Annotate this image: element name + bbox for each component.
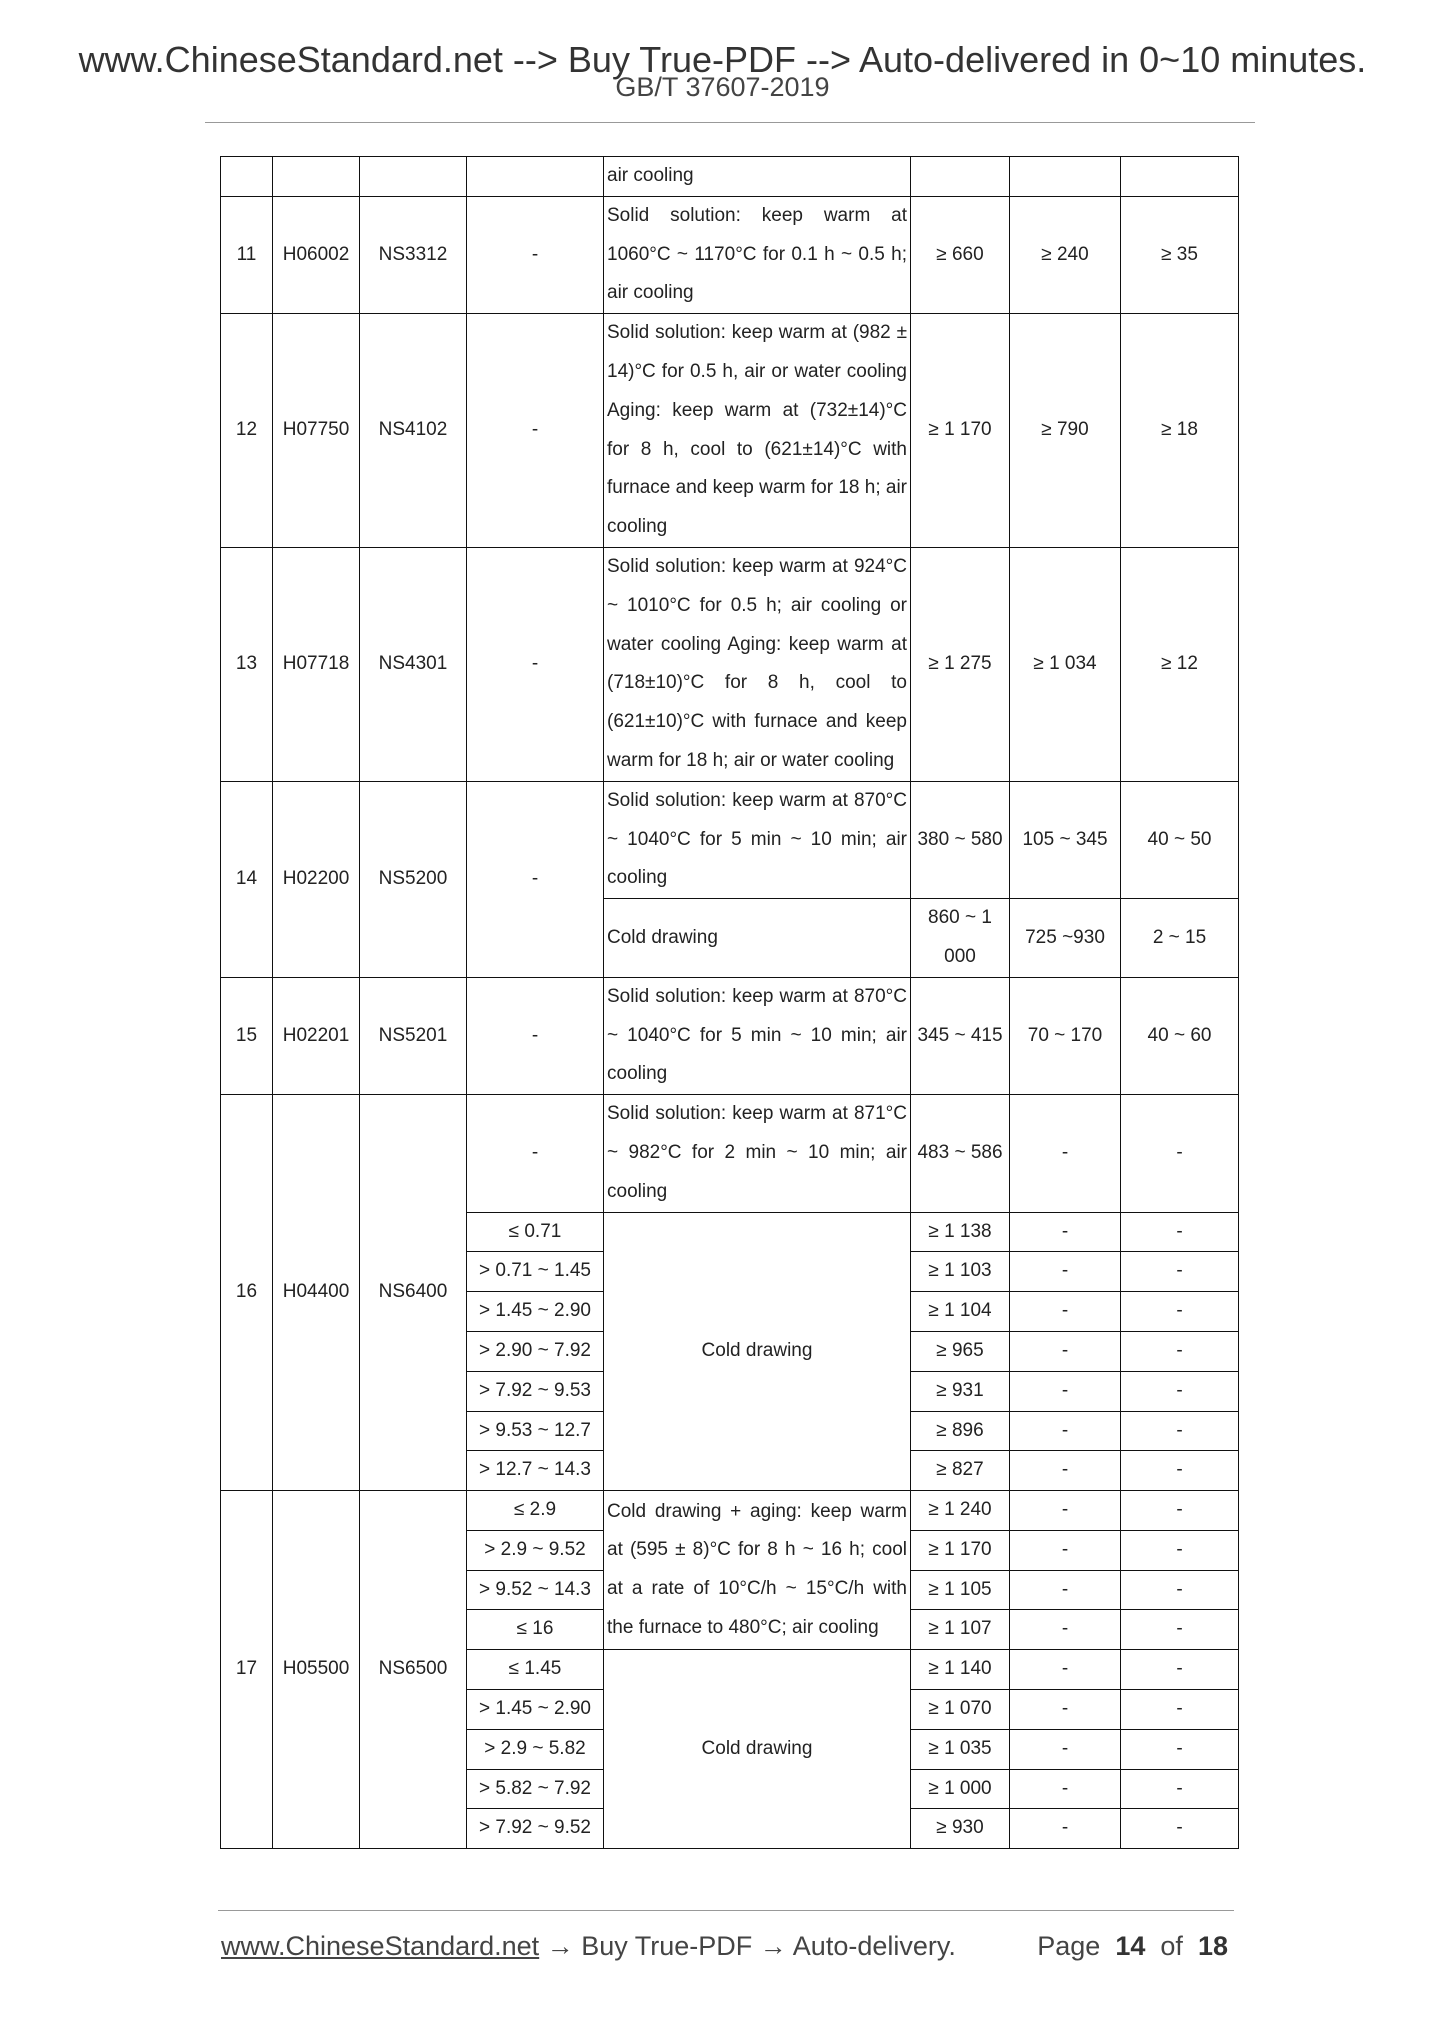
table-row bbox=[221, 781, 1239, 898]
cell-size: > 7.92 ~ 9.53 bbox=[467, 1371, 604, 1411]
cell-yield: 725 ~930 bbox=[1010, 899, 1121, 978]
cell-elongation: - bbox=[1121, 1570, 1239, 1610]
cell-condition: Solid solution: keep warm at (982 ± 14)°C for 0.5 h, air or water cooling Aging: keep warm at (732±14)°C for 8 h, cool to (621±14)°C with furnace and keep warm for 18 h; air cooling bbox=[604, 314, 911, 548]
cell-tensile: ≥ 1 000 bbox=[911, 1769, 1010, 1809]
cell-yield: - bbox=[1010, 1690, 1121, 1730]
cell-yield: ≥ 1 034 bbox=[1010, 547, 1121, 781]
table-row bbox=[221, 157, 1239, 197]
standard-code: GB/T 37607-2019 bbox=[615, 72, 830, 102]
cell-condition: Cold drawing bbox=[604, 1212, 911, 1491]
cell-elongation: - bbox=[1121, 1451, 1239, 1491]
footer-site-link[interactable]: www.ChineseStandard.net bbox=[221, 1931, 540, 1961]
cell-elongation: - bbox=[1121, 1411, 1239, 1451]
cell-size: > 9.52 ~ 14.3 bbox=[467, 1570, 604, 1610]
cell-tensile: 860 ~ 1 000 bbox=[911, 899, 1010, 978]
table-row bbox=[221, 196, 1239, 313]
cell-elongation: 2 ~ 15 bbox=[1121, 899, 1239, 978]
cell-yield: - bbox=[1010, 1331, 1121, 1371]
cell-no bbox=[221, 157, 273, 197]
cell-size: - bbox=[467, 196, 604, 313]
cell-yield: - bbox=[1010, 1610, 1121, 1650]
header-divider bbox=[205, 122, 1255, 123]
cell-no: 17 bbox=[221, 1491, 273, 1849]
cell-tensile: ≥ 1 105 bbox=[911, 1570, 1010, 1610]
cell-yield: - bbox=[1010, 1570, 1121, 1610]
cell-uns: H07750 bbox=[273, 314, 360, 548]
cell-yield: - bbox=[1010, 1491, 1121, 1531]
cell-no: 16 bbox=[221, 1095, 273, 1491]
cell-size: - bbox=[467, 1095, 604, 1212]
cell-condition: Solid solution: keep warm at 871°C ~ 982°C for 2 min ~ 10 min; air cooling bbox=[604, 1095, 911, 1212]
cell-tensile: ≥ 1 103 bbox=[911, 1252, 1010, 1292]
cell-elongation: - bbox=[1121, 1690, 1239, 1730]
cell-grade: NS6400 bbox=[360, 1095, 467, 1491]
table-row bbox=[221, 314, 1239, 548]
cell-no: 11 bbox=[221, 196, 273, 313]
table-row bbox=[221, 1095, 1239, 1212]
cell-elongation: - bbox=[1121, 1371, 1239, 1411]
cell-condition: Solid solution: keep warm at 870°C ~ 1040°C for 5 min ~ 10 min; air cooling bbox=[604, 781, 911, 898]
cell-tensile: ≥ 965 bbox=[911, 1331, 1010, 1371]
cell-uns: H07718 bbox=[273, 547, 360, 781]
footer-delivery-text: Auto-delivery. bbox=[792, 1931, 956, 1961]
cell-yield: - bbox=[1010, 1530, 1121, 1570]
arrow-right-icon: → bbox=[759, 1931, 787, 1961]
cell-tensile bbox=[911, 157, 1010, 197]
cell-elongation: - bbox=[1121, 1650, 1239, 1690]
cell-condition: Solid solution: keep warm at 870°C ~ 1040°C for 5 min ~ 10 min; air cooling bbox=[604, 977, 911, 1094]
cell-yield: - bbox=[1010, 1212, 1121, 1252]
cell-size: > 7.92 ~ 9.52 bbox=[467, 1809, 604, 1849]
cell-uns: H02201 bbox=[273, 977, 360, 1094]
cell-tensile: ≥ 930 bbox=[911, 1809, 1010, 1849]
cell-condition: Cold drawing + aging: keep warm at (595 ± 8)°C for 8 h ~ 16 h; cool at a rate of 10°C/h ~ 15°C/h with the furnace to 480°C; air cooling bbox=[604, 1491, 911, 1650]
cell-tensile: ≥ 1 035 bbox=[911, 1729, 1010, 1769]
properties-table bbox=[220, 156, 1239, 1849]
cell-tensile: 483 ~ 586 bbox=[911, 1095, 1010, 1212]
cell-uns: H04400 bbox=[273, 1095, 360, 1491]
cell-elongation: 40 ~ 50 bbox=[1121, 781, 1239, 898]
cell-elongation bbox=[1121, 157, 1239, 197]
cell-no: 13 bbox=[221, 547, 273, 781]
cell-tensile: ≥ 1 170 bbox=[911, 1530, 1010, 1570]
cell-tensile: ≥ 1 275 bbox=[911, 547, 1010, 781]
cell-grade: NS5200 bbox=[360, 781, 467, 977]
cell-grade: NS3312 bbox=[360, 196, 467, 313]
cell-size: - bbox=[467, 977, 604, 1094]
cell-elongation: - bbox=[1121, 1610, 1239, 1650]
cell-uns: H06002 bbox=[273, 196, 360, 313]
cell-size: > 1.45 ~ 2.90 bbox=[467, 1292, 604, 1332]
cell-no: 15 bbox=[221, 977, 273, 1094]
cell-tensile: ≥ 1 170 bbox=[911, 314, 1010, 548]
cell-tensile: ≥ 660 bbox=[911, 196, 1010, 313]
table-row bbox=[221, 1491, 1239, 1531]
cell-size: > 2.9 ~ 9.52 bbox=[467, 1530, 604, 1570]
cell-yield: - bbox=[1010, 1650, 1121, 1690]
cell-size: > 0.71 ~ 1.45 bbox=[467, 1252, 604, 1292]
cell-grade: NS6500 bbox=[360, 1491, 467, 1849]
cell-size: > 9.53 ~ 12.7 bbox=[467, 1411, 604, 1451]
cell-condition: air cooling bbox=[604, 157, 911, 197]
cell-yield: - bbox=[1010, 1292, 1121, 1332]
cell-tensile: ≥ 1 140 bbox=[911, 1650, 1010, 1690]
page-total: 18 bbox=[1197, 1931, 1228, 1961]
cell-elongation: 40 ~ 60 bbox=[1121, 977, 1239, 1094]
cell-condition: Solid solution: keep warm at 924°C ~ 1010°C for 0.5 h; air cooling or water cooling Aging: keep warm at (718±10)°C for 8 h, cool to (621±10)°C with furnace and keep warm for 18 h; air or water cooling bbox=[604, 547, 911, 781]
cell-size: - bbox=[467, 781, 604, 977]
cell-no: 12 bbox=[221, 314, 273, 548]
cell-tensile: 345 ~ 415 bbox=[911, 977, 1010, 1094]
cell-size: - bbox=[467, 547, 604, 781]
cell-grade: NS4102 bbox=[360, 314, 467, 548]
cell-uns bbox=[273, 157, 360, 197]
cell-yield bbox=[1010, 157, 1121, 197]
cell-no: 14 bbox=[221, 781, 273, 977]
cell-tensile: ≥ 931 bbox=[911, 1371, 1010, 1411]
cell-size: - bbox=[467, 314, 604, 548]
cell-condition: Solid solution: keep warm at 1060°C ~ 1170°C for 0.1 h ~ 0.5 h; air cooling bbox=[604, 196, 911, 313]
cell-size bbox=[467, 157, 604, 197]
cell-yield: - bbox=[1010, 1769, 1121, 1809]
cell-elongation: - bbox=[1121, 1331, 1239, 1371]
cell-size: ≤ 0.71 bbox=[467, 1212, 604, 1252]
cell-grade: NS4301 bbox=[360, 547, 467, 781]
cell-yield: - bbox=[1010, 1371, 1121, 1411]
page-footer bbox=[221, 1926, 1233, 1966]
cell-elongation: - bbox=[1121, 1095, 1239, 1212]
cell-elongation: - bbox=[1121, 1809, 1239, 1849]
cell-yield: - bbox=[1010, 1451, 1121, 1491]
cell-yield: - bbox=[1010, 1729, 1121, 1769]
cell-elongation: - bbox=[1121, 1769, 1239, 1809]
cell-elongation: - bbox=[1121, 1491, 1239, 1531]
cell-tensile: ≥ 827 bbox=[911, 1451, 1010, 1491]
cell-yield: 105 ~ 345 bbox=[1010, 781, 1121, 898]
table-row bbox=[221, 547, 1239, 781]
cell-elongation: ≥ 12 bbox=[1121, 547, 1239, 781]
cell-size: > 1.45 ~ 2.90 bbox=[467, 1690, 604, 1730]
cell-tensile: ≥ 1 104 bbox=[911, 1292, 1010, 1332]
of-label: of bbox=[1160, 1931, 1183, 1961]
cell-size: > 2.9 ~ 5.82 bbox=[467, 1729, 604, 1769]
cell-yield: ≥ 790 bbox=[1010, 314, 1121, 548]
cell-condition: Cold drawing bbox=[604, 899, 911, 978]
table-row bbox=[221, 977, 1239, 1094]
cell-elongation: - bbox=[1121, 1252, 1239, 1292]
cell-yield: 70 ~ 170 bbox=[1010, 977, 1121, 1094]
cell-tensile: ≥ 1 138 bbox=[911, 1212, 1010, 1252]
footer-buy-text: Buy True-PDF bbox=[581, 1931, 753, 1961]
cell-elongation: - bbox=[1121, 1212, 1239, 1252]
cell-yield: - bbox=[1010, 1411, 1121, 1451]
arrow-right-icon: → bbox=[546, 1931, 574, 1961]
cell-elongation: - bbox=[1121, 1530, 1239, 1570]
cell-yield: - bbox=[1010, 1809, 1121, 1849]
cell-size: > 2.90 ~ 7.92 bbox=[467, 1331, 604, 1371]
cell-size: ≤ 2.9 bbox=[467, 1491, 604, 1531]
cell-yield: - bbox=[1010, 1095, 1121, 1212]
cell-tensile: ≥ 1 240 bbox=[911, 1491, 1010, 1531]
cell-uns: H02200 bbox=[273, 781, 360, 977]
cell-uns: H05500 bbox=[273, 1491, 360, 1849]
cell-elongation: ≥ 18 bbox=[1121, 314, 1239, 548]
cell-size: > 5.82 ~ 7.92 bbox=[467, 1769, 604, 1809]
page-label: Page bbox=[1037, 1931, 1101, 1961]
cell-yield: - bbox=[1010, 1252, 1121, 1292]
cell-elongation: ≥ 35 bbox=[1121, 196, 1239, 313]
footer-divider bbox=[218, 1910, 1234, 1911]
cell-tensile: ≥ 1 107 bbox=[911, 1610, 1010, 1650]
cell-grade: NS5201 bbox=[360, 977, 467, 1094]
cell-tensile: 380 ~ 580 bbox=[911, 781, 1010, 898]
cell-tensile: ≥ 896 bbox=[911, 1411, 1010, 1451]
cell-elongation: - bbox=[1121, 1292, 1239, 1332]
cell-elongation: - bbox=[1121, 1729, 1239, 1769]
cell-yield: ≥ 240 bbox=[1010, 196, 1121, 313]
top-banner[interactable]: www.ChineseStandard.net --> Buy True-PDF --> Auto-delivered in 0~10 minutes. bbox=[78, 39, 1367, 80]
page-indicator bbox=[1037, 1926, 1228, 1966]
cell-size: ≤ 1.45 bbox=[467, 1650, 604, 1690]
cell-size: ≤ 16 bbox=[467, 1610, 604, 1650]
cell-grade bbox=[360, 157, 467, 197]
cell-size: > 12.7 ~ 14.3 bbox=[467, 1451, 604, 1491]
page-number: 14 bbox=[1115, 1931, 1146, 1961]
cell-tensile: ≥ 1 070 bbox=[911, 1690, 1010, 1730]
cell-condition: Cold drawing bbox=[604, 1650, 911, 1849]
